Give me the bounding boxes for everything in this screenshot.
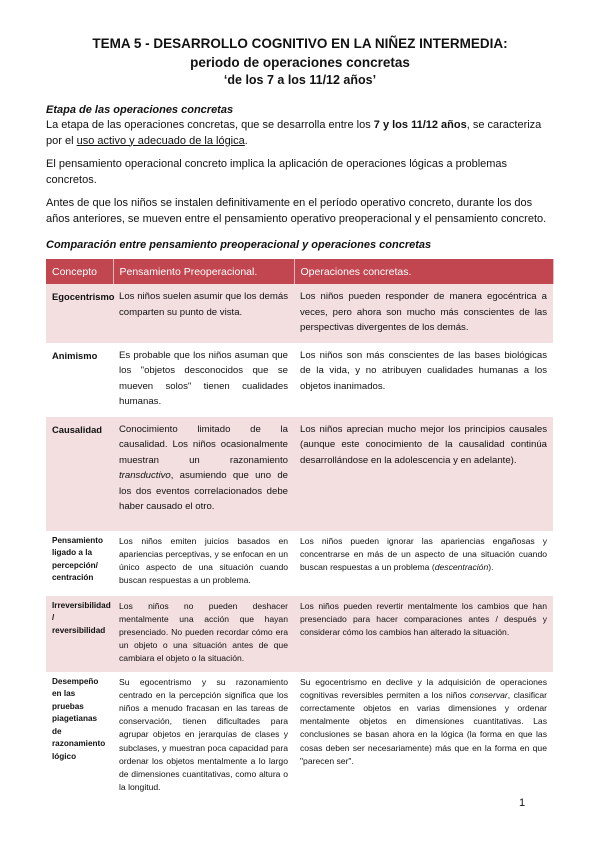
paragraph-transition: Antes de que los niños se instalen definitivamente en el período operativo concreto, durante los dos años anteriores, se mueven entre el pensamiento operativo preoperacional y el pensamiento concreto. xyxy=(46,197,547,225)
comparison-table xyxy=(46,259,554,800)
concrete-cell xyxy=(294,531,553,596)
preoperational-cell: Su egocentrismo y su razonamiento centrado en la percepción significa que los niños a menudo fracasan en las tareas de conservación, tienen dificultades para agrupar objetos en jerarquías de clases y subclases, y muestran poca capacidad para ordenar los objetos mentalmente a lo largo de dimensiones cuantitativas, como altura o la longitud. xyxy=(113,672,294,801)
paragraph-logical-operations: El pensamiento operacional concreto implica la aplicación de operaciones lógicas a problemas concretos. xyxy=(46,158,508,186)
concrete-cell: Los niños pueden revertir mentalmente los cambios que han presenciado para hacer comparaciones antes / después y considerar cómo los cambios han alterado la situación. xyxy=(294,596,553,672)
table-row-centracion xyxy=(46,531,553,596)
preoperational-cell: Los niños suelen asumir que los demás comparten su punto de vista. xyxy=(113,284,294,343)
preoperational-emphasis: transductivo xyxy=(119,470,171,481)
concrete-cell xyxy=(294,672,553,801)
concrete-text: Los niños pueden ignorar las apariencias engañosas y concentrarse en más de un aspecto de una situación cuando buscan respuestas a un problema ( xyxy=(300,535,547,572)
document-age-range: ‘de los 7 a los 11/12 años’ xyxy=(223,73,377,87)
section-heading-comparison: Comparación entre pensamiento preoperacional y operaciones concretas xyxy=(46,239,432,251)
concrete-cell: Los niños aprecian mucho mejor los principios causales (aunque este conocimiento de la causalidad continúa desarrollándose en la adolescencia y en adelante). xyxy=(294,417,553,531)
document-title: TEMA 5 - DESARROLLO COGNITIVO EN LA NIÑEZ INTERMEDIA: xyxy=(92,36,508,51)
concrete-cell: Los niños pueden responder de manera egocéntrica a veces, pero ahora son mucho más conscientes de las perspectivas divergentes de los demás. xyxy=(294,284,553,343)
paragraph-intro-text: La etapa de las operaciones concretas, que se desarrolla entre los xyxy=(46,119,374,131)
concrete-text-2: , clasificar correctamente objetos en varias dimensiones y ordenar mentalmente objetos en dimensiones cuantitativas. Las conclusiones se basan ahora en la lógica (la forma en que las cosas deben ser necesariamente) más que en la forma en que "parecen ser". xyxy=(300,689,547,766)
table-header-row xyxy=(46,259,553,284)
preoperational-text-2: , asumiendo que uno de los dos eventos correlacionados debe haber causado el otro. xyxy=(119,470,288,512)
paragraph-intro-text-2: , se caracteriza por el xyxy=(46,119,542,147)
table-row-reversibilidad xyxy=(46,596,553,672)
concept-cell: Egocentrismo xyxy=(46,284,113,343)
table-row-animismo xyxy=(46,343,553,417)
concept-cell: Irreversibilidad / reversibilidad xyxy=(46,596,113,672)
concrete-emphasis: descentración xyxy=(434,561,489,572)
table-row-egocentrismo xyxy=(46,284,553,343)
page-number: 1 xyxy=(519,797,526,809)
preoperational-cell xyxy=(113,417,294,531)
preoperational-cell: Es probable que los niños asuman que los "objetos desconocidos que se mueven solos" tienen cualidades humanas. xyxy=(113,343,294,417)
preoperational-cell: Los niños emiten juicios basados en apariencias perceptivas, y se enfocan en un único aspecto de una situación cuando buscan respuestas a un problema. xyxy=(113,531,294,596)
paragraph-intro xyxy=(46,118,556,149)
header-concept: Concepto xyxy=(46,259,113,284)
concrete-text: Su egocentrismo en declive y la adquisición de operaciones cognitivas reversibles permiten a los niños xyxy=(300,676,547,700)
header-concrete-operations: Operaciones concretas. xyxy=(294,259,553,284)
concrete-emphasis: conservar xyxy=(470,689,508,700)
concept-cell: Desempeño en las pruebas piagetianas de razonamiento lógico xyxy=(46,672,113,801)
paragraph-intro-underlined: uso activo y adecuado de la lógica xyxy=(76,134,245,147)
concept-cell: Animismo xyxy=(46,343,113,417)
preoperational-cell: Los niños no pueden deshacer mentalmente una acción que hayan presenciado. No pueden recordar cómo era un objeto o una situación antes de que cambiara el objeto o la situación. xyxy=(113,596,294,672)
concrete-cell: Los niños son más conscientes de las bases biológicas de la vida, y no atribuyen cualidades humanas a los objetos inanimados. xyxy=(294,343,553,417)
paragraph-intro-ages: 7 y los 11/12 años xyxy=(373,119,467,131)
header-preoperational: Pensamiento Preoperacional. xyxy=(113,259,294,284)
concept-cell: Causalidad xyxy=(46,417,113,531)
paragraph-intro-period: . xyxy=(244,134,248,147)
section-heading-concrete-operations: Etapa de las operaciones concretas xyxy=(46,104,234,116)
concrete-text-2: ). xyxy=(488,561,494,572)
table-row-causalidad xyxy=(46,417,553,531)
table-row-pruebas-piagetianas xyxy=(46,672,553,801)
document-subtitle: periodo de operaciones concretas xyxy=(190,55,410,70)
preoperational-text: Conocimiento limitado de la causalidad. Los niños ocasionalmente muestran un razonamiento xyxy=(119,423,288,466)
concept-cell: Pensamiento ligado a la percepción/ centración xyxy=(46,531,113,596)
